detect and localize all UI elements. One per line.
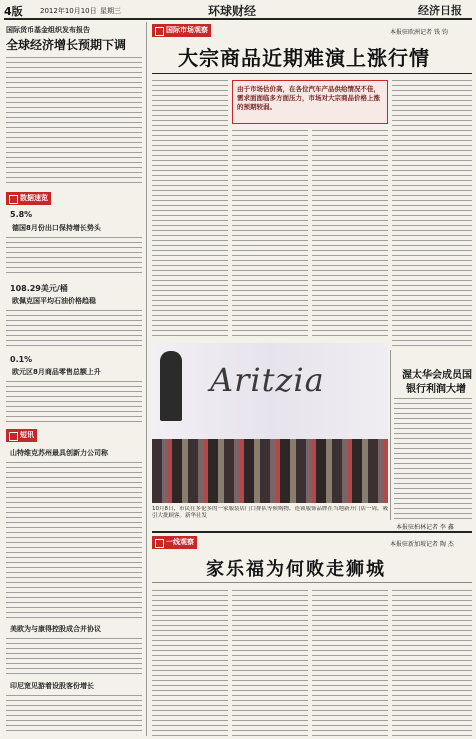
page-number: 4版 bbox=[4, 5, 23, 18]
issue-date: 2012年10月10日 bbox=[40, 7, 97, 15]
bottom-story-title: 家乐福为何败走狮城 bbox=[206, 559, 386, 580]
main-story-title: 大宗商品近期难演上涨行情 bbox=[178, 46, 430, 70]
left-column bbox=[4, 22, 144, 736]
news-photo bbox=[152, 343, 388, 503]
fig2-title: 欧佩克国平均石油价格趋稳 bbox=[12, 297, 96, 305]
fig3-body bbox=[6, 379, 142, 423]
photo-caption: 10月8日，市民在多伦多的一家服装店门口排队等候购物。连锁服饰品牌在当地新开门店一周，吸引大批顾客。新华社发 bbox=[152, 506, 388, 519]
news3-title: 印尼宽见游着设股客份增长 bbox=[10, 682, 94, 690]
main-col4 bbox=[392, 78, 472, 346]
main-lead-text: 由于市场估价高，在各位汽车产品供给情况不佳，需求面面临多方面压力，市场对大宗商品价格上涨的预期较弱。 bbox=[237, 85, 380, 111]
news3-body bbox=[6, 693, 142, 735]
photo-brand-sign: Aritzia bbox=[210, 361, 325, 399]
column-divider bbox=[146, 22, 147, 736]
news-label: 短讯 bbox=[6, 429, 37, 442]
bottom-col2 bbox=[232, 588, 308, 736]
main-lead-box bbox=[232, 80, 388, 124]
fig1-value: 5.8% bbox=[10, 210, 33, 219]
photo-crowd bbox=[152, 439, 388, 503]
story1-body bbox=[6, 55, 142, 187]
main-title-rule bbox=[152, 73, 472, 74]
right-divider bbox=[390, 350, 391, 520]
photo-mannequin bbox=[160, 351, 182, 421]
header-rule bbox=[4, 18, 472, 20]
fig1-body bbox=[6, 235, 142, 277]
fig2-body bbox=[6, 308, 142, 348]
main-story-tag: 国际市场观察 bbox=[152, 24, 211, 37]
masthead-logo: 经济日报 bbox=[418, 4, 462, 17]
section-title: 环球财经 bbox=[208, 4, 257, 18]
news1-body bbox=[6, 460, 142, 618]
fig2-value: 108.29美元/桶 bbox=[10, 284, 68, 293]
bottom-col4 bbox=[392, 588, 472, 736]
fig3-value: 0.1% bbox=[10, 355, 33, 364]
fig1-title: 德国8月份出口保持增长势头 bbox=[12, 224, 101, 232]
bottom-title-rule bbox=[152, 582, 472, 583]
right-story-title-1: 渥太华会成员国 bbox=[402, 370, 472, 381]
right-story-body bbox=[394, 396, 472, 520]
news1-title: 山特维克苏州最具创新力公司称 bbox=[10, 449, 108, 457]
fig3-title: 欧元区8月商品零售总额上升 bbox=[12, 368, 101, 376]
story1-kicker: 国际货币基金组织发布报告 bbox=[6, 26, 90, 34]
data-box-label: 数据速览 bbox=[6, 192, 51, 205]
issue-weekday: 星期三 bbox=[100, 7, 121, 15]
main-col2 bbox=[232, 128, 308, 338]
news2-body bbox=[6, 636, 142, 674]
news2-title: 美欧为与康得控股成合并协议 bbox=[10, 625, 101, 633]
main-byline: 本报驻欧洲记者 钱 钧 bbox=[390, 29, 448, 36]
bottom-col3 bbox=[312, 588, 388, 736]
bottom-col1 bbox=[152, 588, 228, 736]
right-story-title-2: 银行利润大增 bbox=[406, 384, 466, 395]
bottom-story-tag: 一线观察 bbox=[152, 536, 197, 549]
story1-title: 全球经济增长预期下调 bbox=[6, 38, 127, 52]
bottom-byline: 本报驻新加坡记者 陶 杰 bbox=[390, 541, 454, 548]
right-story-byline: 本报驻柏林记者 李 鑫 bbox=[396, 524, 454, 531]
main-col1 bbox=[152, 78, 228, 338]
bottom-rule bbox=[152, 531, 472, 533]
main-col3 bbox=[312, 128, 388, 338]
